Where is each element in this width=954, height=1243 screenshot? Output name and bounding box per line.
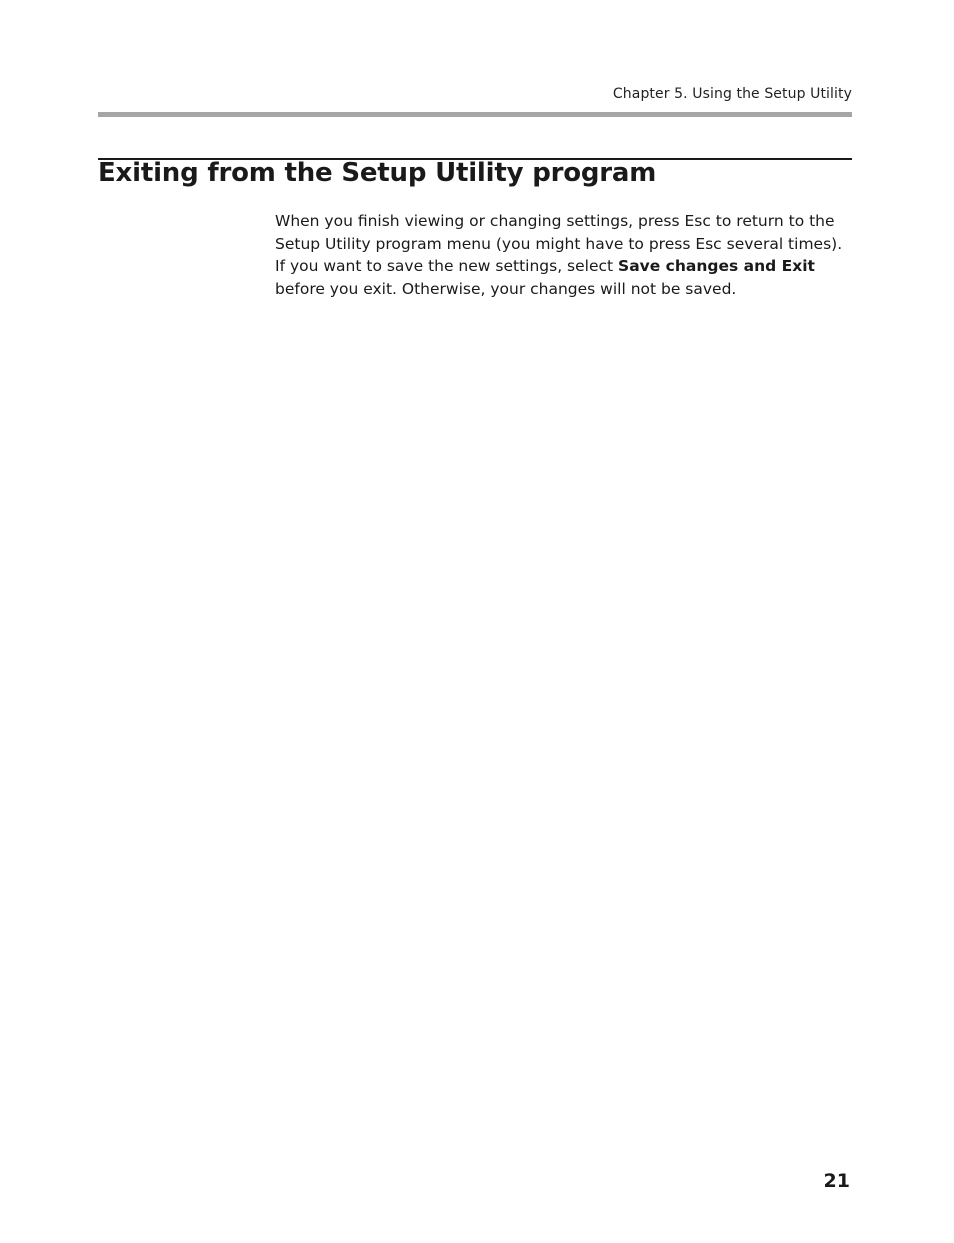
section-title: Exiting from the Setup Utility program xyxy=(98,158,657,188)
body-text-before: When you finish viewing or changing settings, press Esc to return to the Setup Utility program menu (you might have to press Esc several times). If you want to save the new settings, select xyxy=(275,212,843,275)
body-text-after: before you exit. Otherwise, your changes will not be saved. xyxy=(275,279,737,298)
body-paragraph xyxy=(275,210,852,300)
save-changes-and-exit-label: Save changes and Exit xyxy=(618,257,815,275)
running-header: Chapter 5. Using the Setup Utility xyxy=(612,86,852,102)
page-number: 21 xyxy=(823,1170,850,1192)
header-rule xyxy=(98,112,852,117)
